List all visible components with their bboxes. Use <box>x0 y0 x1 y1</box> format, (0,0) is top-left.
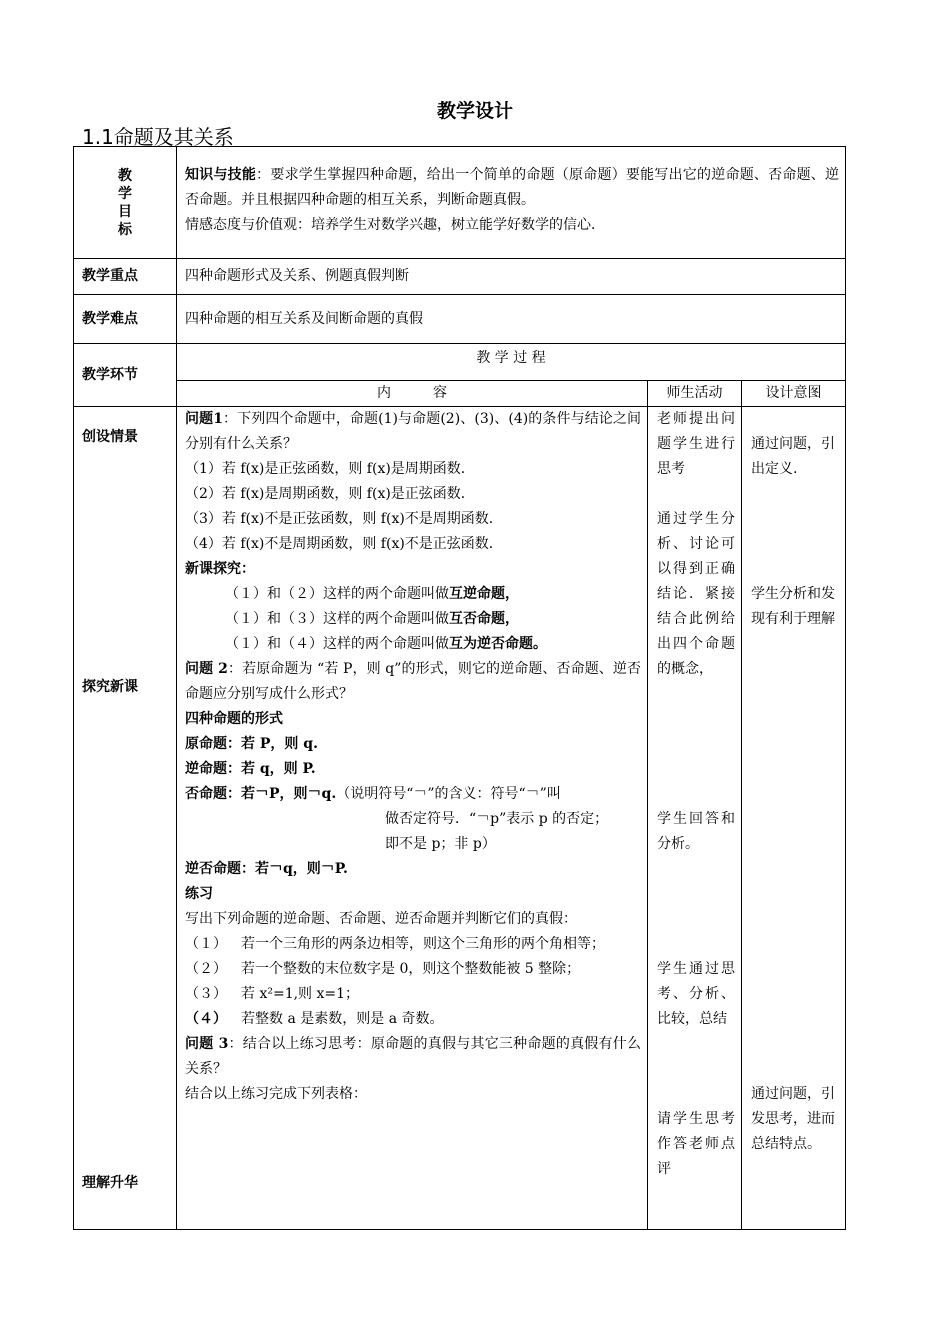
knowledge-label: 知识与技能 <box>185 167 257 183</box>
activity-cell <box>648 407 742 1230</box>
q3-label: 问题 3 <box>185 1036 229 1052</box>
activity-text: 学生回答和分析。 <box>657 811 735 852</box>
form-inverse-note: （说明符号“￢”的含义：符号“￢”叫 <box>336 786 561 802</box>
practice-intro: 写出下列命题的逆命题、否命题、逆否命题并判断它们的真假： <box>185 911 577 927</box>
activity-text: 请学生思考作答老师点评 <box>657 1111 735 1177</box>
form-converse: 逆命题：若 q，则 P. <box>185 761 316 777</box>
form-inverse-note: 即不是 p；非 p） <box>385 836 496 852</box>
activity-text: 老师提出问题学生进行思考 <box>657 411 735 477</box>
stage-understand: 理解升华 <box>82 1175 138 1191</box>
q1-item: （3）若 f(x)不是正弦函数，则 f(x)不是周期函数． <box>185 511 503 527</box>
form-inverse-note: 做否定符号．“￢p”表示 p 的否定； <box>385 811 609 827</box>
lesson-plan-table <box>73 146 846 1230</box>
form-inverse: 否命题：若￢P，则￢q. <box>185 786 337 802</box>
intent-text: 通过问题，引出定义. <box>751 436 835 477</box>
q1-item: （1）若 f(x)是正弦函数，则 f(x)是周期函数． <box>185 461 475 477</box>
practice-item: （３） 若 x²=1,则 x=1； <box>185 986 360 1002</box>
new-lesson-label: 新课探究： <box>185 561 255 577</box>
practice-item: （４） 若整数 a 是素数，则是 a 奇数。 <box>185 1011 444 1027</box>
intent-text: 通过问题，引发思考，进而总结特点。 <box>751 1086 835 1152</box>
new-item-term: 互为逆否命题。 <box>449 636 547 652</box>
new-item-prefix: （１）和（３）这样的两个命题叫做 <box>225 611 449 627</box>
q3-text: ：结合以上练习思考：原命题的真假与其它三种命题的真假有什么关系？ <box>185 1036 641 1077</box>
difficulty-label: 教学难点 <box>74 295 177 344</box>
q1-text: ：下列四个命题中，命题(1)与命题(2)、(3)、(4)的条件与结论之间分别有什么关系？ <box>185 411 641 452</box>
key-point-text: 四种命题形式及关系、例题真假判断 <box>177 259 846 295</box>
activity-text: 学生通过思考、分析、比较，总结 <box>657 961 735 1027</box>
intent-text: 学生分析和发现有利于理解 <box>751 586 835 627</box>
form-contrapositive: 逆否命题：若￢q，则￢P. <box>185 861 348 877</box>
attitude-text: 情感态度与价值观：培养学生对数学兴趣，树立能学好数学的信心． <box>185 217 605 233</box>
stages-cell <box>74 407 177 1230</box>
process-label: 教学环节 <box>74 344 177 407</box>
col-intent-header: 设计意图 <box>742 381 846 407</box>
goals-text-cell <box>177 147 846 259</box>
new-item-term: 互逆命题， <box>449 586 519 602</box>
key-point-label: 教学重点 <box>74 259 177 295</box>
content-cell <box>177 407 648 1230</box>
activity-text: 通过学生分析、讨论可以得到正确结论．紧接结合此例给出四个命题的概念， <box>657 511 735 677</box>
q1-item: （2）若 f(x)是周期函数，则 f(x)是正弦函数． <box>185 486 475 502</box>
q1-item: （4）若 f(x)不是周期函数，则 f(x)不是正弦函数． <box>185 536 503 552</box>
practice-title: 练习 <box>185 886 213 902</box>
stage-scenario: 创设情景 <box>82 429 138 445</box>
forms-title: 四种命题的形式 <box>185 711 283 727</box>
intent-cell <box>742 407 846 1230</box>
new-item-prefix: （１）和（４）这样的两个命题叫做 <box>225 636 449 652</box>
q2-text: ：若原命题为 “若 P，则 q”的形式，则它的逆命题、否命题、逆否命题应分别写成什么形式？ <box>185 661 641 702</box>
practice-item: （２） 若一个整数的末位数字是 0，则这个整数能被 5 整除； <box>185 961 581 977</box>
practice-item: （１） 若一个三角形的两条边相等，则这个三角形的两个角相等； <box>185 936 605 952</box>
difficulty-text: 四种命题的相互关系及间断命题的真假 <box>177 295 846 344</box>
goals-label-cell <box>74 147 177 259</box>
q1-label: 问题1 <box>185 411 223 427</box>
process-header: 教 学 过 程 <box>177 344 846 381</box>
new-item-term: 互否命题， <box>449 611 519 627</box>
page-title: 教学设计 <box>436 100 513 122</box>
q3-task: 结合以上练习完成下列表格： <box>185 1086 367 1102</box>
new-item-prefix: （１）和（２）这样的两个命题叫做 <box>225 586 449 602</box>
section-title: 1.1命题及其关系 <box>82 125 234 149</box>
form-original: 原命题：若 P，则 q. <box>185 736 318 752</box>
col-content-header: 内 容 <box>177 381 648 407</box>
stage-explore: 探究新课 <box>82 679 138 695</box>
col-activity-header: 师生活动 <box>648 381 742 407</box>
knowledge-text: ：要求学生掌握四种命题，给出一个简单的命题（原命题）要能写出它的逆命题、否命题、逆否命题。并且根据四种命题的相互关系，判断命题真假。 <box>185 167 840 208</box>
q2-label: 问题 2 <box>185 661 228 677</box>
goals-label: 教 学 目 标 <box>118 167 132 238</box>
